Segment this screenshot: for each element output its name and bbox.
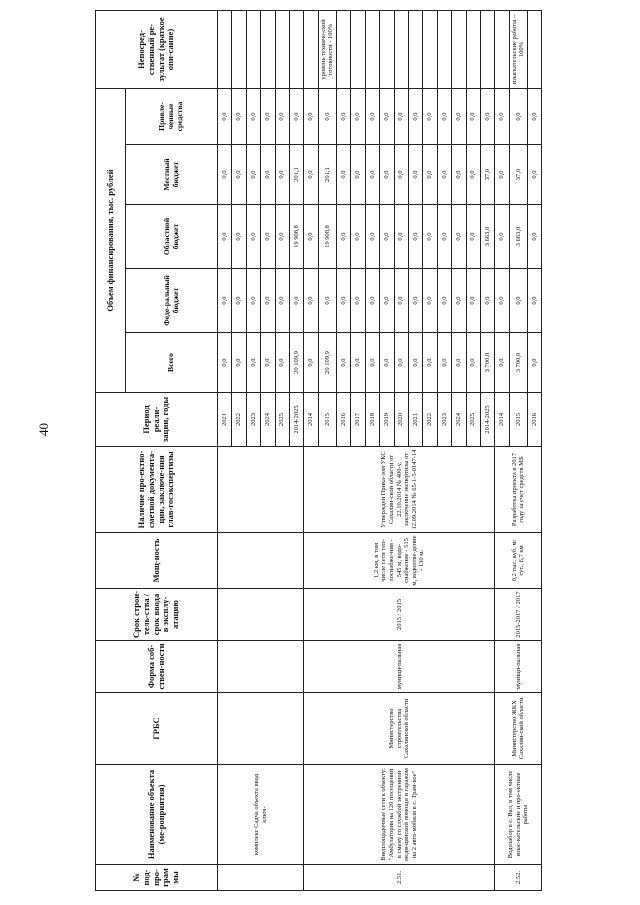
attracted-funds-cell: 0,0 [495,89,509,145]
federal-budget-cell: 0,0 [365,269,379,333]
result-cell: изыскательские работы – 100% [509,11,527,89]
header-ownership: Форма соб-ствен-ности [96,641,218,693]
regional-budget-cell: 19 908,8 [289,205,303,269]
grbs-cell: Министерство ЖКХ Сахалин-ской области [495,693,542,765]
result-cell [365,11,379,89]
local-budget-cell: 0,0 [495,145,509,205]
federal-budget-cell: 0,0 [509,269,527,333]
result-cell [218,11,232,89]
period-cell: 2016 [337,393,351,447]
local-budget-cell: 0,0 [246,145,260,205]
local-budget-cell: 0,0 [437,145,451,205]
local-budget-cell: 37,0 [480,145,494,205]
header-financing: Объем финансирования, тыс. рублей [96,89,126,393]
table-row [495,11,509,891]
total-cell: 0,0 [232,333,246,393]
federal-budget-cell: 0,0 [318,269,336,333]
regional-budget-cell: 0,0 [337,205,351,269]
object-number-cell: 2.52. [495,865,542,891]
total-cell: 0,0 [275,333,289,393]
regional-budget-cell: 0,0 [351,205,365,269]
result-cell [380,11,394,89]
period-cell: 2022 [232,393,246,447]
result-cell [423,11,437,89]
total-cell: 0,0 [246,333,260,393]
total-cell: 0,0 [409,333,423,393]
federal-budget-cell: 0,0 [261,269,275,333]
grbs-cell: Министерство строительства Сахалинской области [304,693,495,765]
attracted-funds-cell: 0,0 [394,89,408,145]
total-cell: 20 109,9 [318,333,336,393]
period-cell: 2014-2025 [289,393,303,447]
federal-budget-cell: 0,0 [394,269,408,333]
attracted-funds-cell: 0,0 [232,89,246,145]
result-cell: уровень техниче-ской готовности - 100% [318,11,336,89]
regional-budget-cell: 0,0 [232,205,246,269]
rotated-table-container [95,11,595,891]
period-cell: 2015 [509,393,527,447]
result-cell [495,11,509,89]
regional-budget-cell: 19 908,8 [318,205,336,269]
attracted-funds-cell: 0,0 [466,89,480,145]
result-cell [337,11,351,89]
header-local: Местный бюджет [126,145,218,205]
period-cell: 2023 [246,393,260,447]
regional-budget-cell: 0,0 [466,205,480,269]
header-total: Всего [126,333,218,393]
regional-budget-cell: 0,0 [437,205,451,269]
period-cell: 2025 [466,393,480,447]
total-cell: 0,0 [437,333,451,393]
header-result: Непосред-ственный ре-зультат (краткое опи-сание) [96,11,218,89]
federal-budget-cell: 0,0 [409,269,423,333]
total-cell: 0,0 [394,333,408,393]
construction-term-cell: 2015-2017 / 2017 [495,589,542,641]
federal-budget-cell: 0,0 [218,269,232,333]
regional-budget-cell: 0,0 [261,205,275,269]
local-budget-cell: 0,0 [452,145,466,205]
table-row [218,11,232,891]
ownership-cell: муници-пальная [304,641,495,693]
object-name-cell: Внеплощадочные сети к объекту: "Амбулатория на 120 посещений в смену со службой экстренной меди-цинской помощи и гаражом на 2 авто-мобиля в с. Трам-кое" [304,765,495,865]
attracted-funds-cell: 0,0 [452,89,466,145]
attracted-funds-cell: 0,0 [423,89,437,145]
federal-budget-cell: 0,0 [495,269,509,333]
result-cell [466,11,480,89]
attracted-funds-cell: 0,0 [261,89,275,145]
federal-budget-cell: 0,0 [289,269,303,333]
federal-budget-cell: 0,0 [437,269,451,333]
federal-budget-cell: 0,0 [351,269,365,333]
total-cell: 0,0 [528,333,542,393]
result-cell [480,11,494,89]
period-cell: 2017 [351,393,365,447]
federal-budget-cell: 0,0 [246,269,260,333]
total-cell: 0,0 [466,333,480,393]
federal-budget-cell: 0,0 [275,269,289,333]
period-cell: 2021 [218,393,232,447]
local-budget-cell: 0,0 [232,145,246,205]
result-cell [351,11,365,89]
regional-budget-cell: 0,0 [409,205,423,269]
period-cell: 2023 [437,393,451,447]
page-number: 40 [36,423,51,436]
result-cell [528,11,542,89]
attracted-funds-cell: 0,0 [289,89,303,145]
local-budget-cell: 0,0 [218,145,232,205]
attracted-funds-cell: 0,0 [351,89,365,145]
attracted-funds-cell: 0,0 [337,89,351,145]
total-cell: 0,0 [304,333,318,393]
regional-budget-cell: 0,0 [423,205,437,269]
attracted-funds-cell: 0,0 [246,89,260,145]
result-cell [246,11,260,89]
total-cell: 0,0 [218,333,232,393]
period-cell: 2022 [423,393,437,447]
total-cell: 0,0 [452,333,466,393]
result-cell [261,11,275,89]
federal-budget-cell: 0,0 [528,269,542,333]
result-cell [289,11,303,89]
ownership-cell [218,641,304,693]
period-cell: 2014-2025 [480,393,494,447]
result-cell [437,11,451,89]
table-body [218,11,542,891]
period-cell: 2019 [380,393,394,447]
total-cell: 0,0 [423,333,437,393]
attracted-funds-cell: 0,0 [528,89,542,145]
header-regional: Областной бюджет [126,205,218,269]
result-cell [232,11,246,89]
period-cell: 2024 [452,393,466,447]
header-period: Период реали-зации, годы [96,393,218,447]
regional-budget-cell: 0,0 [304,205,318,269]
total-cell: 3 700,0 [509,333,527,393]
regional-budget-cell: 0,0 [246,205,260,269]
local-budget-cell: 0,0 [351,145,365,205]
capacity-cell [218,533,304,589]
design-documentation-cell [218,447,304,533]
period-cell: 2025 [275,393,289,447]
design-documentation-cell: Разработка проекта в 2017 году за счет средств МБ [495,447,542,533]
header-term: Срок строи-тель-ства / срок ввода в эксплу-атацию [96,589,218,641]
header-federal: Феде-ральный бюджет [126,269,218,333]
object-name-cell: комплекс Садча объекта ввод ключ- [218,765,304,865]
regional-budget-cell: 0,0 [495,205,509,269]
construction-term-cell: 2015 / 2015 [304,589,495,641]
local-budget-cell: 0,0 [466,145,480,205]
total-cell: 0,0 [351,333,365,393]
local-budget-cell: 37,0 [509,145,527,205]
regional-budget-cell: 0,0 [452,205,466,269]
period-cell: 2014 [495,393,509,447]
grbs-cell [218,693,304,765]
local-budget-cell: 0,0 [337,145,351,205]
attracted-funds-cell: 0,0 [380,89,394,145]
attracted-funds-cell: 0,0 [480,89,494,145]
local-budget-cell: 0,0 [275,145,289,205]
ownership-cell: муници-пальная [495,641,542,693]
local-budget-cell: 201,1 [289,145,303,205]
total-cell: 3 700,0 [480,333,494,393]
period-cell: 2015 [318,393,336,447]
table-row [304,11,318,891]
local-budget-cell: 0,0 [409,145,423,205]
local-budget-cell: 0,0 [304,145,318,205]
result-cell [304,11,318,89]
local-budget-cell: 0,0 [423,145,437,205]
object-number-cell [218,865,304,891]
header-name: Наименование объекта (ме-роприятия) [96,765,218,865]
header-capacity: Мощ-ность [96,533,218,589]
federal-budget-cell: 0,0 [480,269,494,333]
header-attracted: Привле-ченные средства [126,89,218,145]
header-psd: Наличие про-ектно-сметной документа-ции, заключе-ния глав-госэкспертизы [96,447,218,533]
federal-budget-cell: 0,0 [466,269,480,333]
construction-term-cell [218,589,304,641]
period-cell: 2014 [304,393,318,447]
regional-budget-cell: 0,0 [394,205,408,269]
regional-budget-cell: 0,0 [528,205,542,269]
result-cell [409,11,423,89]
period-cell: 2021 [409,393,423,447]
federal-budget-cell: 0,0 [423,269,437,333]
total-cell: 0,0 [261,333,275,393]
attracted-funds-cell: 0,0 [409,89,423,145]
federal-budget-cell: 0,0 [380,269,394,333]
financing-table [95,10,542,891]
period-cell: 2018 [365,393,379,447]
local-budget-cell: 0,0 [528,145,542,205]
total-cell: 0,0 [495,333,509,393]
federal-budget-cell: 0,0 [232,269,246,333]
local-budget-cell: 0,0 [394,145,408,205]
federal-budget-cell: 0,0 [452,269,466,333]
object-number-cell: 2.51. [304,865,495,891]
regional-budget-cell: 0,0 [380,205,394,269]
regional-budget-cell: 0,0 [218,205,232,269]
total-cell: 0,0 [380,333,394,393]
attracted-funds-cell: 0,0 [304,89,318,145]
attracted-funds-cell: 0,0 [509,89,527,145]
local-budget-cell: 201,1 [318,145,336,205]
attracted-funds-cell: 0,0 [437,89,451,145]
regional-budget-cell: 3 663,0 [509,205,527,269]
federal-budget-cell: 0,0 [304,269,318,333]
period-cell: 2016 [528,393,542,447]
design-documentation-cell: Утвержден Прика-зом УКС Сахалин-ской области от 22.10.2014 № 400-у, заключение экспертизы от 12.09.2014 № 65-1-5-0147-14 [304,447,495,533]
local-budget-cell: 0,0 [261,145,275,205]
attracted-funds-cell: 0,0 [318,89,336,145]
federal-budget-cell: 0,0 [337,269,351,333]
local-budget-cell: 0,0 [365,145,379,205]
regional-budget-cell: 0,0 [275,205,289,269]
regional-budget-cell: 0,0 [365,205,379,269]
regional-budget-cell: 3 663,0 [480,205,494,269]
period-cell: 2020 [394,393,408,447]
capacity-cell: 0,2 тыс. куб. м/сут., 6,7 км [495,533,542,589]
result-cell [275,11,289,89]
period-cell: 2024 [261,393,275,447]
attracted-funds-cell: 0,0 [365,89,379,145]
capacity-cell: 1,2 км, в том числе сети теп-лоснабже-ния - 545 м, водо-снабжение - 515 м, водоотве-дение - 130 м. [304,533,495,589]
attracted-funds-cell: 0,0 [218,89,232,145]
total-cell: 0,0 [337,333,351,393]
local-budget-cell: 0,0 [380,145,394,205]
total-cell: 20 109,9 [289,333,303,393]
header-num: № под-про-грам мы [96,865,218,891]
header-grbs: ГРБС [96,693,218,765]
total-cell: 0,0 [365,333,379,393]
object-name-cell: Водозабор в с. Вал, в том числе изыс-кательские и про-ектные работы [495,765,542,865]
result-cell [394,11,408,89]
result-cell [452,11,466,89]
attracted-funds-cell: 0,0 [275,89,289,145]
